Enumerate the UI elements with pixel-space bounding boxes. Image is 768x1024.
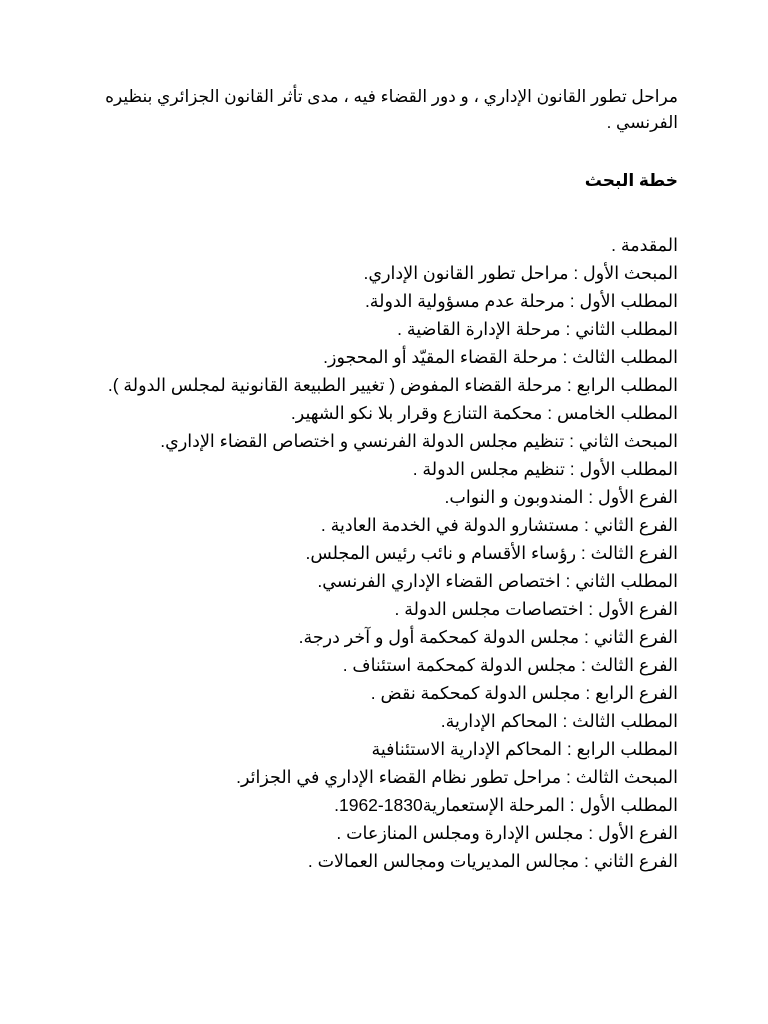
outline-item: المبحث الأول : مراحل تطور القانون الإداري. xyxy=(363,263,678,283)
outline-item: الفرع الثاني : مستشارو الدولة في الخدمة العادية . xyxy=(320,515,678,535)
outline-item: المقدمة . xyxy=(611,235,678,255)
outline-item: المطلب الأول : مرحلة عدم مسؤولية الدولة. xyxy=(364,291,678,311)
outline-item: الفرع الأول : اختصاصات مجلس الدولة . xyxy=(394,599,678,619)
outline-item: الفرع الثاني : مجالس المديريات ومجالس العمالات . xyxy=(307,851,678,871)
outline-item: المطلب الأول : المرحلة الإستعمارية1830-1962. xyxy=(334,795,678,815)
outline-item: المطلب الثالث : المحاكم الإدارية. xyxy=(440,711,678,731)
outline-item: المطلب الرابع : المحاكم الإدارية الاستئنافية xyxy=(371,739,678,759)
research-outline xyxy=(78,231,678,875)
intro-paragraph: مراحل تطور القانون الإداري ، و دور القضاء فيه ، مدى تأثر القانون الجزائري بنظيره الفرنسي . xyxy=(105,87,678,132)
outline-item: الفرع الثالث : رؤساء الأقسام و نائب رئيس المجلس. xyxy=(305,543,678,563)
outline-item: المطلب الخامس : محكمة التنازع وقرار بلا نكو الشهير. xyxy=(290,403,678,423)
outline-item: المطلب الثاني : اختصاص القضاء الإداري الفرنسي. xyxy=(317,571,678,591)
outline-item: المطلب الرابع : مرحلة القضاء المفوض ( تغيير الطبيعة القانونية لمجلس الدولة ). xyxy=(107,375,678,395)
outline-item: الفرع الأول : مجلس الإدارة ومجلس المنازعات . xyxy=(336,823,678,843)
outline-item: الفرع الرابع : مجلس الدولة كمحكمة نقض . xyxy=(370,683,678,703)
outline-item: المطلب الثالث : مرحلة القضاء المقيّد أو المحجوز. xyxy=(323,347,678,367)
research-plan-heading: خطة البحث xyxy=(584,171,678,190)
outline-item: المبحث الثاني : تنظيم مجلس الدولة الفرنسي و اختصاص القضاء الإداري. xyxy=(160,431,678,451)
outline-item: المطلب الثاني : مرحلة الإدارة القاضية . xyxy=(397,319,678,339)
outline-item: المطلب الأول : تنظيم مجلس الدولة . xyxy=(412,459,678,479)
outline-item: الفرع الثاني : مجلس الدولة كمحكمة أول و آخر درجة. xyxy=(298,627,678,647)
outline-item: الفرع الأول : المندوبون و النواب. xyxy=(444,487,678,507)
outline-item: الفرع الثالث : مجلس الدولة كمحكمة استئناف . xyxy=(342,655,678,675)
outline-item: المبحث الثالث : مراحل تطور نظام القضاء الإداري في الجزائر. xyxy=(236,767,678,787)
